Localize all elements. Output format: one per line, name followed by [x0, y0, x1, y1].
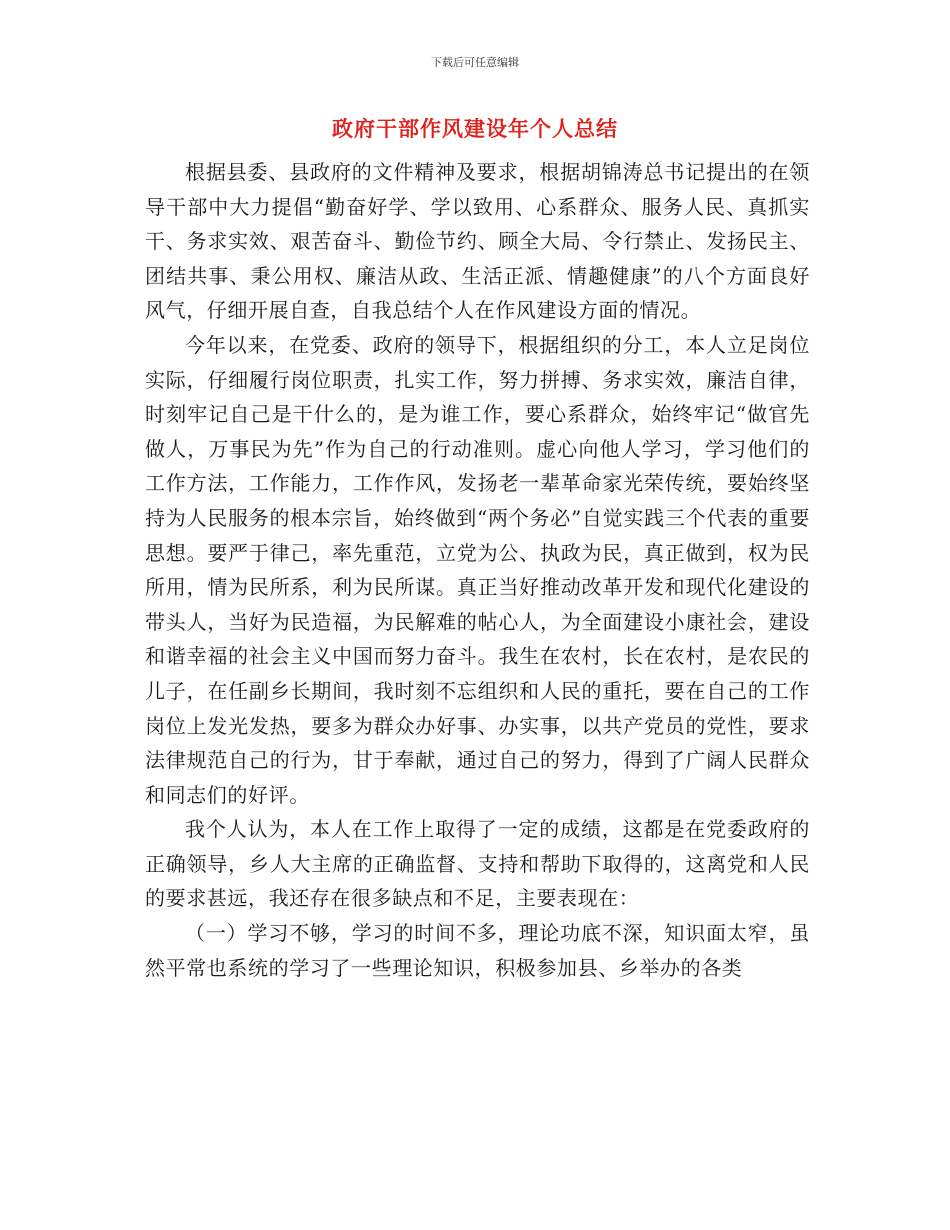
paragraph-intro: 根据县委、县政府的文件精神及要求，根据胡锦涛总书记提出的在领导干部中大力提倡“勤奋好学、学以致用、心系群众、服务人民、真抓实干、务求实效、艰苦奋斗、勤俭节约、顾全大局、令行禁止、发扬民主、团结共事、秉公用权、廉洁从政、生活正派、情趣健康”的八个方面良好风气，仔细开展自查，自我总结个人在作风建设方面的情况。	[145, 160, 810, 323]
paragraph-work-summary: 今年以来，在党委、政府的领导下，根据组织的分工，本人立足岗位实际，仔细履行岗位职责，扎实工作，努力拼搏、务求实效，廉洁自律，时刻牢记自己是干什么的，是为谁工作，要心系群众，始终牢记“做官先做人，万事民为先”作为自己的行动准则。虚心向他人学习，学习他们的工作方法，工作能力，工作作风，发扬老一辈革命家光荣传统，要始终坚持为人民服务的根本宗旨，始终做到“两个务必”自觉实践三个代表的重要思想。要严于律己，率先重范，立党为公、执政为民，真正做到，权为民所用，情为民所系，利为民所谋。真正当好推动改革开发和现代化建设的带头人，当好为民造福，为民解难的帖心人，为全面建设小康社会，建设和谐幸福的社会主义中国而努力奋斗。我生在农村，长在农村，是农民的儿子，在任副乡长期间，我时刻不忘组织和人民的重托，要在自己的工作岗位上发光发热，要多为群众办好事、办实事，以共产党员的党性，要求法律规范自己的行为，甘于奉献，通过自己的努力，得到了广阔人民群众和同志们的好评。	[145, 332, 810, 807]
paragraph-shortcoming-1: （一）学习不够，学习的时间不多，理论功底不深，知识面太窄，虽然平常也系统的学习了一些理论知识，积极参加县、乡举办的各类	[145, 921, 810, 980]
header-note: 下载后可任意编辑	[431, 56, 519, 69]
document-body	[145, 155, 810, 985]
paragraph-shortcomings-intro: 我个人认为，本人在工作上取得了一定的成绩，这都是在党委政府的正确领导，乡人大主席的正确监督、支持和帮助下取得的，这离党和人民的要求甚远，我还存在很多缺点和不足，主要表现在：	[145, 817, 810, 911]
document-title: 政府干部作风建设年个人总结	[332, 116, 618, 141]
